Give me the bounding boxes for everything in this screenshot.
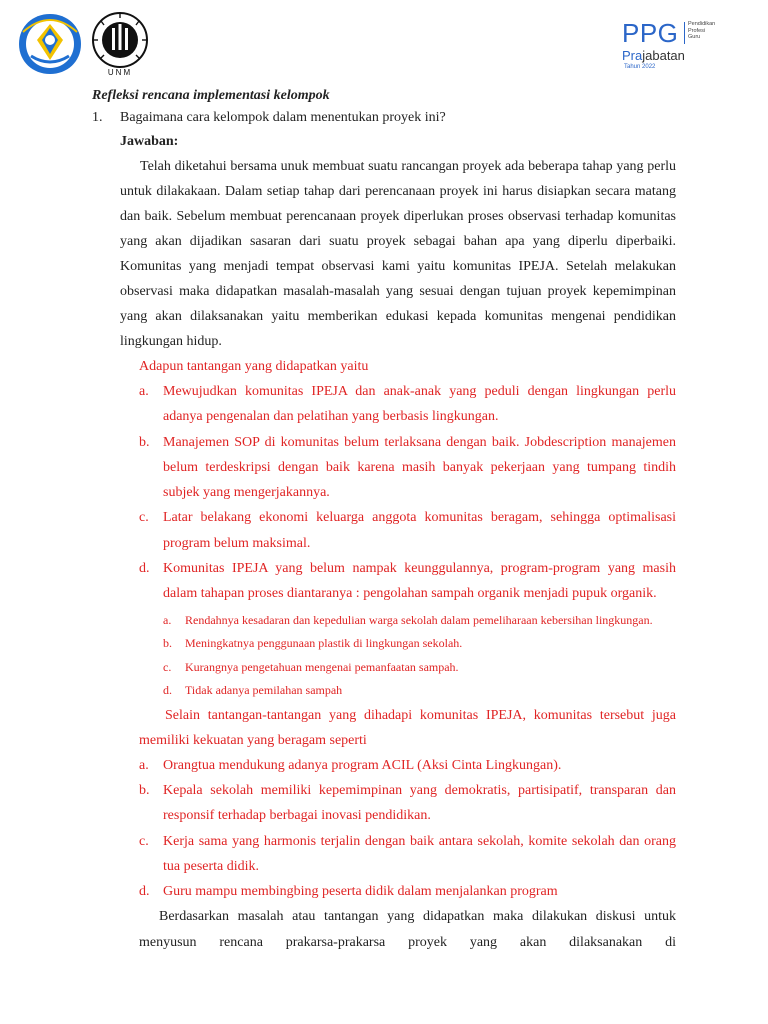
question-item	[92, 106, 676, 130]
strengths-list	[92, 753, 676, 905]
closing-paragraph: Berdasarkan masalah atau tantangan yang didapatkan maka dilakukan diskusi untuk menyusun rencana prakarsa-prakarsa proyek yang akan dilaksanakan di	[139, 909, 676, 951]
ppg-prajabatan: Prajabatan	[622, 48, 685, 63]
list-item: c. Latar belakang ekonomi keluarga anggota komunitas beragam, sehingga optimalisasi program belum maksimal.	[139, 510, 676, 551]
challenges-list	[92, 379, 676, 607]
list-item: d. Komunitas IPEJA yang belum nampak keunggulannya, program-program yang masih dalam tahapan proses diantaranya : pengolahan sampah organik menjadi pupuk organik.	[139, 561, 676, 602]
page-header	[0, 0, 768, 90]
ppg-title: PPG	[622, 18, 679, 48]
section-heading: Refleksi rencana implementasi kelompok	[92, 88, 330, 103]
ppg-logo	[622, 18, 752, 78]
list-item: d. Tidak adanya pemilahan sampah	[163, 683, 343, 698]
list-item: a. Mewujudkan komunitas IPEJA dan anak-anak yang peduli dengan lingkungan perlu adanya pengenalan dan pelatihan yang berbasis lingkungan.	[139, 384, 676, 425]
list-item: b. Meningkatnya penggunaan plastik di lingkungan sekolah.	[163, 636, 463, 651]
challenges-intro: Adapun tantangan yang didapatkan yaitu	[139, 359, 369, 374]
list-item: b. Manajemen SOP di komunitas belum terlaksana dengan baik. Jobdescription manajemen belum terdeskripsi dengan baik karena masih banyak pekerjaan yang tumpang tindih subjek yang mengerjakannya.	[139, 434, 676, 501]
answer-paragraph: Telah diketahui bersama unuk membuat suatu rancangan proyek ada beberapa tahap yang perlu untuk dilakakaan. Dalam setiap tahap dari perencanaan proyek ini harus disiapkan secara matang dan baik. Sebelum membuat perencanaan proyek diperlukan proses observasi terhadap komunitas yang akan dijadikan sasaran dari suatu proyek sebagai bahan apa yang diperlu diperbaiki. Komunitas yang menjadi tempat observasi kami yaitu komunitas IPEJA. Setelah melakukan observasi maka didapatkan masalah-masalah yang sesuai dengan tujuan proyek kepemimpinan yang akan dilaksanakan yaitu memberikan edukasi kepada komunitas mengenai pendidikan lingkungan hidup.	[120, 159, 676, 349]
list-item: c. Kerja sama yang harmonis terjalin dengan baik antara sekolah, komite sekolah dan orang tua peserta didik.	[139, 833, 676, 874]
question-number: 1.	[92, 110, 103, 125]
list-item: a. Orangtua mendukung adanya program ACIL (Aksi Cinta Lingkungan).	[139, 757, 562, 773]
document-body	[92, 86, 676, 956]
strengths-intro: Selain tantangan-tantangan yang dihadapi komunitas IPEJA, komunitas tersebut juga memiliki kekuatan yang beragam seperti	[139, 707, 676, 748]
ppg-subtitle: Pendidikan Profesi Guru	[688, 21, 716, 40]
list-item: d. Guru mampu membingbing peserta didik dalam menjalankan program	[139, 884, 558, 900]
subchallenges-list	[92, 609, 676, 703]
list-item: b. Kepala sekolah memiliki kepemimpinan yang demokratis, partisipatif, transparan dan responsif terhadap berbagai inovasi pendidikan.	[139, 782, 676, 824]
ppg-divider	[684, 22, 685, 44]
list-item: c. Kurangnya pengetahuan mengenai pemanfaatan sampah.	[163, 659, 459, 674]
answer-label: Jawaban:	[120, 134, 179, 149]
kemdikbud-logo-icon	[17, 12, 83, 76]
unm-label: UNM	[107, 68, 133, 77]
ppg-year: Tahun 2022	[624, 64, 656, 70]
question-text: Bagaimana cara kelompok dalam menentukan proyek ini?	[120, 110, 446, 125]
list-item: a. Rendahnya kesadaran dan kepedulian warga sekolah dalam pemeliharaan kebersihan lingkungan.	[163, 612, 653, 627]
